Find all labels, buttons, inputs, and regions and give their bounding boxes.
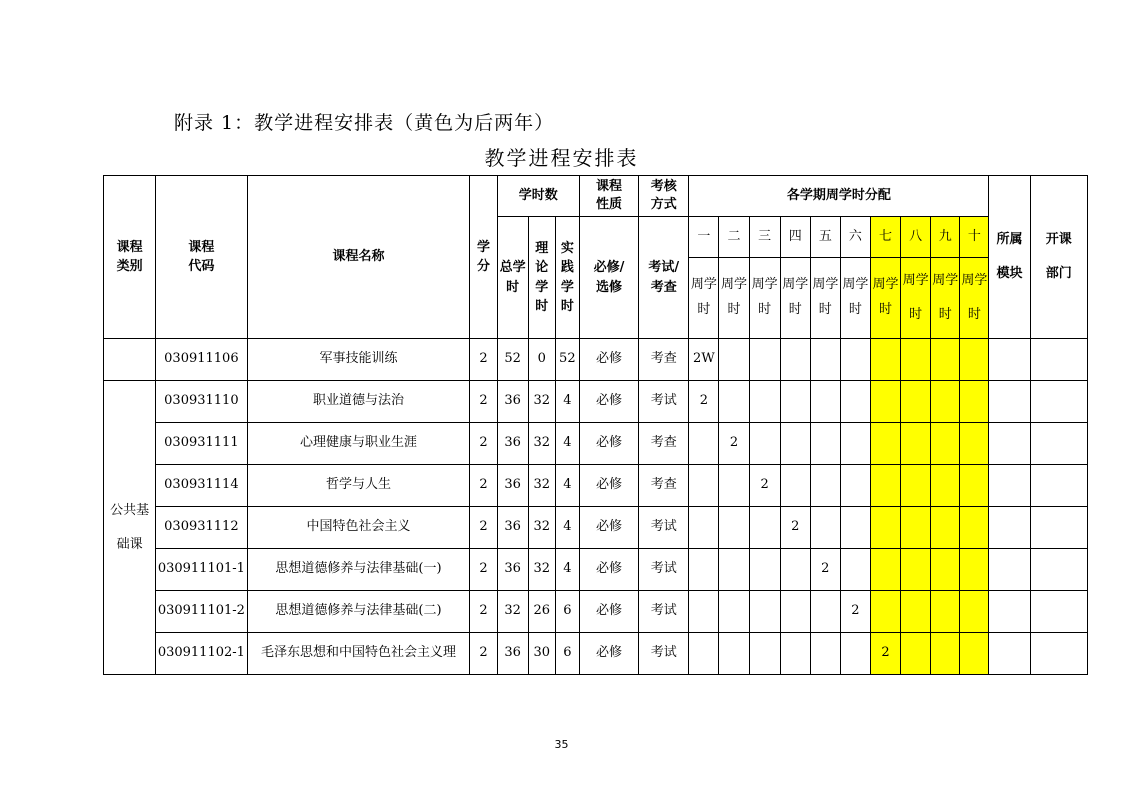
course-name: 中国特色社会主义 bbox=[247, 507, 470, 549]
course-nature: 必修 bbox=[579, 339, 638, 381]
header-required-elective: 必修/选修 bbox=[579, 217, 638, 339]
module-cell bbox=[989, 339, 1030, 381]
table-row bbox=[104, 339, 1088, 381]
course-theory-hours: 26 bbox=[528, 591, 555, 633]
course-exam-method: 考试 bbox=[639, 381, 689, 423]
department-cell bbox=[1030, 339, 1087, 381]
course-total-hours: 52 bbox=[497, 339, 528, 381]
header-hours-group: 学时数 bbox=[497, 176, 579, 217]
semester-cell-4: 2 bbox=[780, 507, 810, 549]
course-theory-hours: 0 bbox=[528, 339, 555, 381]
course-code: 030911101-2 bbox=[156, 591, 247, 633]
course-total-hours: 36 bbox=[497, 507, 528, 549]
course-credit: 2 bbox=[470, 633, 497, 675]
semester-cell-8 bbox=[901, 339, 931, 381]
course-practice-hours: 52 bbox=[555, 339, 579, 381]
table-row bbox=[104, 507, 1088, 549]
semester-cell-6: 2 bbox=[840, 591, 870, 633]
semester-cell-8 bbox=[901, 507, 931, 549]
header-credit: 学分 bbox=[470, 176, 497, 339]
header-department: 开课部门 bbox=[1030, 176, 1087, 339]
semester-cell-1 bbox=[689, 507, 719, 549]
semester-cell-4 bbox=[780, 549, 810, 591]
weekly-hours-header-2: 周学时 bbox=[719, 258, 749, 339]
course-credit: 2 bbox=[470, 465, 497, 507]
module-cell bbox=[989, 465, 1030, 507]
semester-cell-9 bbox=[931, 423, 960, 465]
course-nature: 必修 bbox=[579, 465, 638, 507]
header-total-hours: 总学时 bbox=[497, 217, 528, 339]
appendix-title: 附录 1：教学进程安排表（黄色为后两年） bbox=[174, 112, 555, 134]
course-theory-hours: 30 bbox=[528, 633, 555, 675]
header-module: 所属模块 bbox=[989, 176, 1030, 339]
weekly-hours-header-8: 周学时 bbox=[901, 258, 931, 339]
course-nature: 必修 bbox=[579, 549, 638, 591]
table-row bbox=[104, 591, 1088, 633]
semester-cell-7 bbox=[870, 423, 900, 465]
header-theory-hours: 理论学时 bbox=[528, 217, 555, 339]
semester-cell-6 bbox=[840, 339, 870, 381]
semester-cell-1: 2W bbox=[689, 339, 719, 381]
semester-cell-4 bbox=[780, 633, 810, 675]
weekly-hours-header-9: 周学时 bbox=[931, 258, 960, 339]
semester-cell-8 bbox=[901, 549, 931, 591]
weekly-hours-header-6: 周学时 bbox=[840, 258, 870, 339]
semester-header-2: 二 bbox=[719, 217, 749, 258]
semester-cell-1 bbox=[689, 633, 719, 675]
semester-header-3: 三 bbox=[749, 217, 780, 258]
course-practice-hours: 4 bbox=[555, 465, 579, 507]
weekly-hours-header-1: 周学时 bbox=[689, 258, 719, 339]
course-credit: 2 bbox=[470, 381, 497, 423]
semester-cell-9 bbox=[931, 549, 960, 591]
course-practice-hours: 4 bbox=[555, 423, 579, 465]
semester-cell-4 bbox=[780, 465, 810, 507]
semester-cell-7 bbox=[870, 465, 900, 507]
course-credit: 2 bbox=[470, 423, 497, 465]
semester-cell-6 bbox=[840, 423, 870, 465]
semester-cell-3 bbox=[749, 507, 780, 549]
course-total-hours: 36 bbox=[497, 381, 528, 423]
course-total-hours: 32 bbox=[497, 591, 528, 633]
department-cell bbox=[1030, 591, 1087, 633]
semester-cell-8 bbox=[901, 633, 931, 675]
module-cell bbox=[989, 507, 1030, 549]
semester-cell-2 bbox=[719, 591, 749, 633]
semester-cell-3 bbox=[749, 549, 780, 591]
semester-cell-7 bbox=[870, 381, 900, 423]
course-exam-method: 考试 bbox=[639, 633, 689, 675]
semester-cell-6 bbox=[840, 633, 870, 675]
semester-cell-5: 2 bbox=[810, 549, 840, 591]
semester-cell-1 bbox=[689, 549, 719, 591]
course-theory-hours: 32 bbox=[528, 381, 555, 423]
course-practice-hours: 4 bbox=[555, 507, 579, 549]
module-cell bbox=[989, 633, 1030, 675]
header-practice-hours: 实践学时 bbox=[555, 217, 579, 339]
semester-cell-2 bbox=[719, 339, 749, 381]
semester-cell-2 bbox=[719, 633, 749, 675]
semester-cell-8 bbox=[901, 465, 931, 507]
weekly-hours-header-10: 周学时 bbox=[960, 258, 989, 339]
course-total-hours: 36 bbox=[497, 423, 528, 465]
semester-header-5: 五 bbox=[810, 217, 840, 258]
schedule-table bbox=[103, 175, 1088, 675]
department-cell bbox=[1030, 633, 1087, 675]
course-practice-hours: 4 bbox=[555, 549, 579, 591]
course-exam-method: 考试 bbox=[639, 549, 689, 591]
page-number: 35 bbox=[554, 738, 569, 751]
semester-cell-6 bbox=[840, 507, 870, 549]
semester-cell-6 bbox=[840, 381, 870, 423]
table-row bbox=[104, 381, 1088, 423]
course-total-hours: 36 bbox=[497, 549, 528, 591]
table-row bbox=[104, 465, 1088, 507]
semester-cell-4 bbox=[780, 591, 810, 633]
semester-cell-2 bbox=[719, 465, 749, 507]
course-name: 军事技能训练 bbox=[247, 339, 470, 381]
semester-cell-1 bbox=[689, 591, 719, 633]
semester-cell-9 bbox=[931, 507, 960, 549]
semester-cell-5 bbox=[810, 465, 840, 507]
semester-cell-6 bbox=[840, 549, 870, 591]
semester-header-10: 十 bbox=[960, 217, 989, 258]
module-cell bbox=[989, 423, 1030, 465]
semester-cell-3 bbox=[749, 423, 780, 465]
weekly-hours-header-4: 周学时 bbox=[780, 258, 810, 339]
semester-cell-7 bbox=[870, 507, 900, 549]
semester-header-1: 一 bbox=[689, 217, 719, 258]
semester-cell-7 bbox=[870, 591, 900, 633]
course-theory-hours: 32 bbox=[528, 549, 555, 591]
semester-cell-6 bbox=[840, 465, 870, 507]
header-code: 课程代码 bbox=[156, 176, 247, 339]
semester-cell-9 bbox=[931, 633, 960, 675]
semester-header-6: 六 bbox=[840, 217, 870, 258]
course-theory-hours: 32 bbox=[528, 423, 555, 465]
semester-header-4: 四 bbox=[780, 217, 810, 258]
course-code: 030931110 bbox=[156, 381, 247, 423]
semester-header-9: 九 bbox=[931, 217, 960, 258]
semester-cell-4 bbox=[780, 423, 810, 465]
module-cell bbox=[989, 549, 1030, 591]
course-nature: 必修 bbox=[579, 591, 638, 633]
header-nature: 课程性质 bbox=[579, 176, 638, 217]
table-row bbox=[104, 633, 1088, 675]
semester-cell-3 bbox=[749, 591, 780, 633]
semester-cell-10 bbox=[960, 507, 989, 549]
semester-cell-10 bbox=[960, 591, 989, 633]
weekly-hours-header-3: 周学时 bbox=[749, 258, 780, 339]
department-cell bbox=[1030, 381, 1087, 423]
course-code: 030931111 bbox=[156, 423, 247, 465]
course-credit: 2 bbox=[470, 507, 497, 549]
course-name: 毛泽东思想和中国特色社会主义理 bbox=[247, 633, 470, 675]
weekly-hours-header-7: 周学时 bbox=[870, 258, 900, 339]
header-name: 课程名称 bbox=[247, 176, 470, 339]
course-code: 030911101-1 bbox=[156, 549, 247, 591]
semester-cell-1 bbox=[689, 423, 719, 465]
course-nature: 必修 bbox=[579, 633, 638, 675]
header-exam-method: 考核方式 bbox=[639, 176, 689, 217]
semester-cell-2 bbox=[719, 381, 749, 423]
course-theory-hours: 32 bbox=[528, 507, 555, 549]
semester-cell-10 bbox=[960, 549, 989, 591]
course-name: 思想道德修养与法律基础(二) bbox=[247, 591, 470, 633]
course-code: 030931112 bbox=[156, 507, 247, 549]
course-name: 思想道德修养与法律基础(一) bbox=[247, 549, 470, 591]
course-code: 030931114 bbox=[156, 465, 247, 507]
semester-cell-10 bbox=[960, 423, 989, 465]
semester-cell-7 bbox=[870, 549, 900, 591]
department-cell bbox=[1030, 507, 1087, 549]
semester-cell-4 bbox=[780, 381, 810, 423]
course-code: 030911106 bbox=[156, 339, 247, 381]
header-category: 课程类别 bbox=[104, 176, 156, 339]
table-row bbox=[104, 423, 1088, 465]
course-practice-hours: 6 bbox=[555, 591, 579, 633]
course-nature: 必修 bbox=[579, 423, 638, 465]
semester-cell-1: 2 bbox=[689, 381, 719, 423]
semester-cell-2 bbox=[719, 549, 749, 591]
semester-header-8: 八 bbox=[901, 217, 931, 258]
course-credit: 2 bbox=[470, 591, 497, 633]
course-name: 心理健康与职业生涯 bbox=[247, 423, 470, 465]
department-cell bbox=[1030, 465, 1087, 507]
semester-cell-9 bbox=[931, 339, 960, 381]
semester-cell-9 bbox=[931, 591, 960, 633]
table-row bbox=[104, 549, 1088, 591]
category-cell-empty bbox=[104, 339, 156, 381]
course-name: 哲学与人生 bbox=[247, 465, 470, 507]
semester-cell-4 bbox=[780, 339, 810, 381]
semester-cell-7: 2 bbox=[870, 633, 900, 675]
weekly-hours-header-5: 周学时 bbox=[810, 258, 840, 339]
semester-cell-10 bbox=[960, 339, 989, 381]
semester-cell-8 bbox=[901, 381, 931, 423]
semester-header-7: 七 bbox=[870, 217, 900, 258]
semester-cell-5 bbox=[810, 381, 840, 423]
course-nature: 必修 bbox=[579, 381, 638, 423]
course-exam-method: 考查 bbox=[639, 339, 689, 381]
semester-cell-9 bbox=[931, 465, 960, 507]
semester-cell-3: 2 bbox=[749, 465, 780, 507]
course-exam-method: 考查 bbox=[639, 423, 689, 465]
course-nature: 必修 bbox=[579, 507, 638, 549]
semester-cell-3 bbox=[749, 633, 780, 675]
semester-cell-7 bbox=[870, 339, 900, 381]
semester-cell-3 bbox=[749, 339, 780, 381]
semester-cell-8 bbox=[901, 591, 931, 633]
semester-cell-5 bbox=[810, 507, 840, 549]
department-cell bbox=[1030, 423, 1087, 465]
semester-cell-5 bbox=[810, 591, 840, 633]
header-semester-group: 各学期周学时分配 bbox=[689, 176, 989, 217]
course-code: 030911102-1 bbox=[156, 633, 247, 675]
department-cell bbox=[1030, 549, 1087, 591]
semester-cell-5 bbox=[810, 339, 840, 381]
semester-cell-9 bbox=[931, 381, 960, 423]
semester-cell-10 bbox=[960, 633, 989, 675]
semester-cell-5 bbox=[810, 633, 840, 675]
course-exam-method: 考试 bbox=[639, 507, 689, 549]
course-credit: 2 bbox=[470, 549, 497, 591]
module-cell bbox=[989, 381, 1030, 423]
semester-cell-1 bbox=[689, 465, 719, 507]
header-exam-or-check: 考试/考查 bbox=[639, 217, 689, 339]
course-total-hours: 36 bbox=[497, 465, 528, 507]
module-cell bbox=[989, 591, 1030, 633]
category-group-cell: 公共基础课 bbox=[104, 381, 156, 675]
course-total-hours: 36 bbox=[497, 633, 528, 675]
semester-cell-2 bbox=[719, 507, 749, 549]
semester-cell-10 bbox=[960, 465, 989, 507]
course-practice-hours: 6 bbox=[555, 633, 579, 675]
semester-cell-5 bbox=[810, 423, 840, 465]
course-exam-method: 考试 bbox=[639, 591, 689, 633]
course-practice-hours: 4 bbox=[555, 381, 579, 423]
table-title: 教学进程安排表 bbox=[484, 146, 639, 170]
course-credit: 2 bbox=[470, 339, 497, 381]
semester-cell-8 bbox=[901, 423, 931, 465]
course-exam-method: 考查 bbox=[639, 465, 689, 507]
semester-cell-3 bbox=[749, 381, 780, 423]
semester-cell-10 bbox=[960, 381, 989, 423]
course-theory-hours: 32 bbox=[528, 465, 555, 507]
course-name: 职业道德与法治 bbox=[247, 381, 470, 423]
semester-cell-2: 2 bbox=[719, 423, 749, 465]
